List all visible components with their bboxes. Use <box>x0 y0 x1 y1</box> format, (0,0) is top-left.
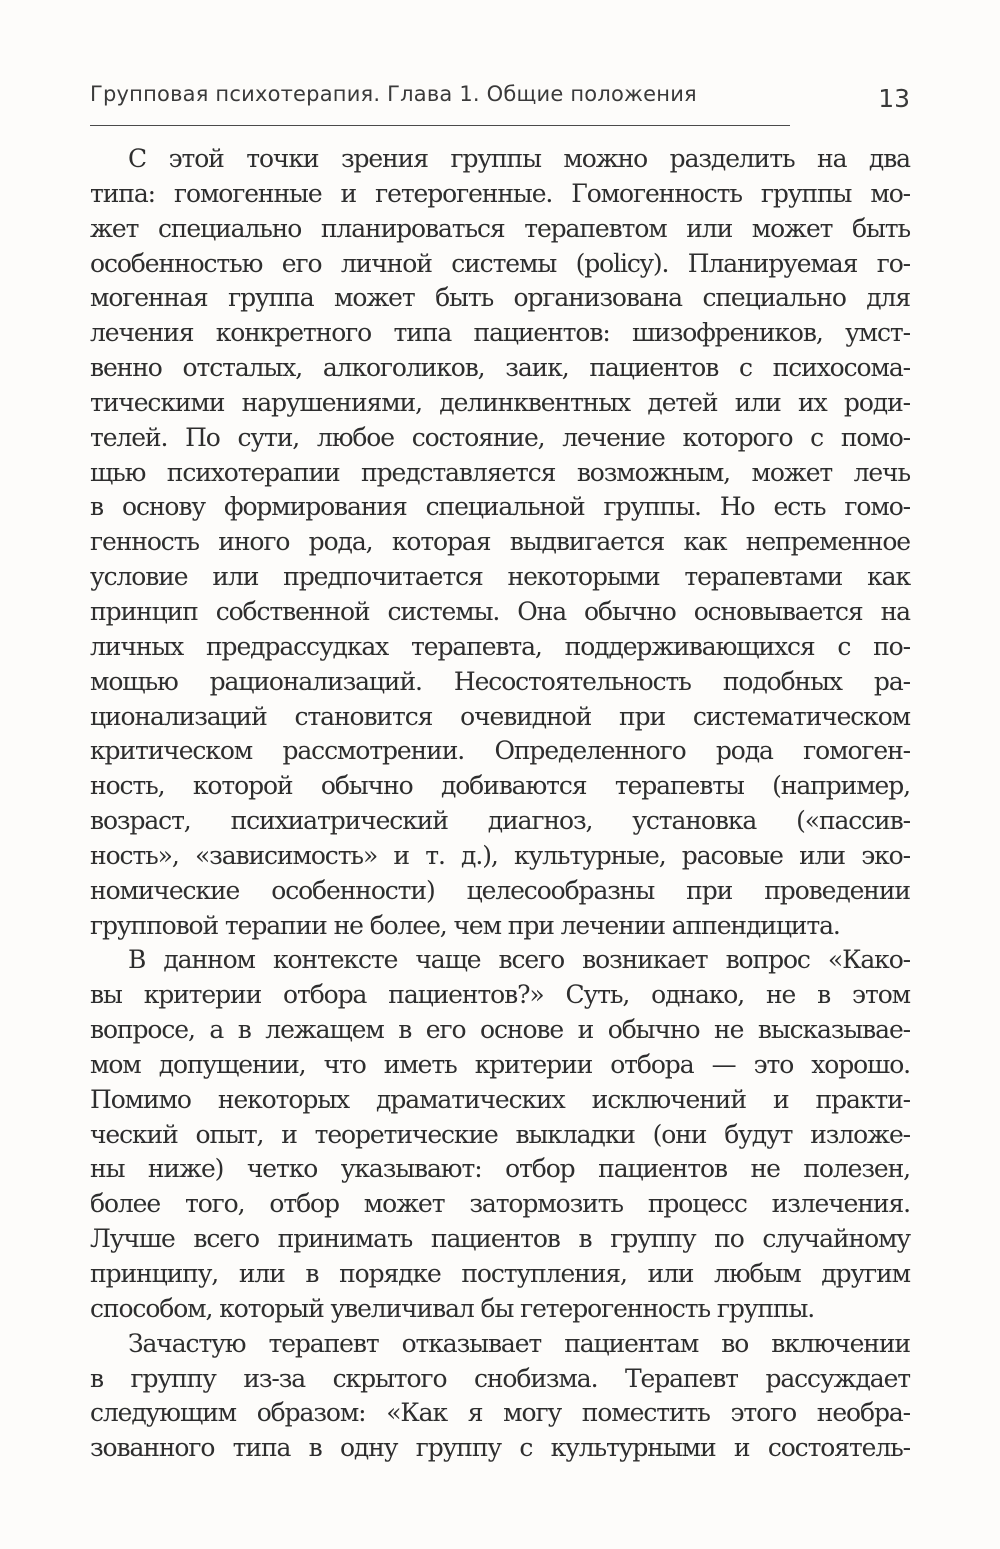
text-line: В данном контексте чаще всего возникает вопрос «Како- <box>128 945 910 975</box>
text-line: жет специально планироваться терапевтом или может быть <box>90 213 910 243</box>
text-line: принципу, или в порядке поступления, или любым другим <box>90 1259 910 1288</box>
text-line: ционализаций становится очевидной при систематическом <box>90 701 910 731</box>
text-line: возраст, психиатрический диагноз, установка («пассив- <box>90 806 910 836</box>
text-line: тическими нарушениями, делинквентных детей или их роди- <box>90 387 910 417</box>
text-line: Лучше всего принимать пациентов в группу по случайному <box>90 1224 910 1254</box>
text-line: номические особенности) целесообразны при проведении <box>90 875 910 905</box>
text-line: особенностью его личной системы (policy). Планируемая го- <box>90 248 910 278</box>
text-line: личных предрассудках терапевта, поддерживающихся с по- <box>90 631 910 661</box>
text-line: вопросе, а в лежащем в его основе и обычно не высказывае- <box>90 1015 910 1045</box>
text-line: групповой терапии не более, чем при лечении аппендицита. <box>90 910 840 940</box>
text-line: принцип собственной системы. Она обычно основывается на <box>90 596 910 626</box>
text-line: генность иного рода, которая выдвигается как непременное <box>90 527 910 557</box>
text-line: могенная группа может быть организована специально для <box>90 283 910 313</box>
text-line: ческий опыт, и теоретические выкладки (они будут изложе- <box>90 1119 910 1149</box>
text-line: в основу формирования специальной группы. Но есть гомо- <box>90 492 910 522</box>
text-line: условие или предпочитается некоторыми терапевтами как <box>90 562 910 592</box>
running-head-title: Групповая психотерапия. Глава 1. Общие положения <box>90 82 697 106</box>
body-text <box>90 142 910 1466</box>
page-number: 13 <box>878 84 910 113</box>
paragraph <box>90 1327 910 1466</box>
text-line: ность», «зависимость» и т. д.), культурные, расовые или эко- <box>90 840 910 870</box>
text-line: Помимо некоторых драматических исключений и практи- <box>90 1084 910 1114</box>
text-line: способом, который увеличивал бы гетерогенность группы. <box>90 1293 815 1323</box>
text-line: ность, которой обычно добиваются терапевты (например, <box>90 771 910 801</box>
text-line: венно отсталых, алкоголиков, заик, пациентов с психосома- <box>90 353 910 383</box>
text-line: зованного типа в одну группу с культурными и состоятель- <box>90 1433 910 1463</box>
text-line: в группу из-за скрытого снобизма. Терапевт рассуждает <box>90 1363 910 1393</box>
paragraph <box>90 943 910 1326</box>
text-line: лечения конкретного типа пациентов: шизофреников, умст- <box>90 318 910 348</box>
text-line: вы критерии отбора пациентов?» Суть, однако, не в этом <box>90 980 910 1010</box>
text-line: мом допущении, что иметь критерии отбора — это хорошо. <box>90 1049 910 1079</box>
text-line: критическом рассмотрении. Определенного рода гомоген- <box>90 736 910 766</box>
text-line: более того, отбор может затормозить процесс излечения. <box>90 1189 910 1219</box>
text-line: мощью рационализаций. Несостоятельность подобных ра- <box>90 666 910 696</box>
paragraph <box>90 142 910 943</box>
header-rule <box>90 125 790 126</box>
text-line: следующим образом: «Как я могу поместить этого необра- <box>90 1398 910 1428</box>
text-line: Зачастую терапевт отказывает пациентам во включении <box>128 1328 910 1358</box>
text-line: С этой точки зрения группы можно разделить на два <box>128 144 910 173</box>
text-line: типа: гомогенные и гетерогенные. Гомогенность группы мо- <box>90 178 910 208</box>
running-header <box>90 82 910 122</box>
text-line: ны ниже) четко указывают: отбор пациентов не полезен, <box>90 1154 910 1184</box>
text-line: телей. По сути, любое состояние, лечение которого с помо- <box>90 422 910 452</box>
text-line: щью психотерапии представляется возможным, может лечь <box>90 457 910 487</box>
